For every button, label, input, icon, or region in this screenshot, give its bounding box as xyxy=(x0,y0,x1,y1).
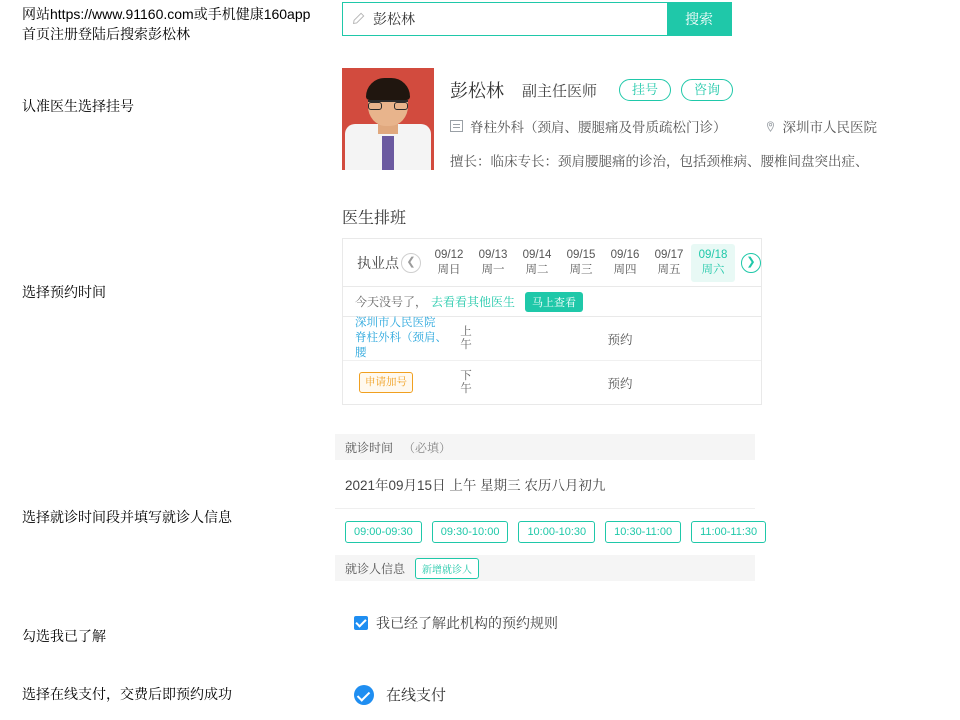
photo-glasses xyxy=(368,100,408,109)
annotation-step-1: 网站https://www.91160.com或手机健康160app首页注册登陆后搜索彭松林 xyxy=(22,6,311,42)
day-date: 09/12 xyxy=(434,248,464,261)
time-slot[interactable]: 11:00-11:30 xyxy=(691,521,766,543)
search-bar xyxy=(342,2,732,36)
annotation-column xyxy=(0,0,330,720)
day-weekday: 周五 xyxy=(657,263,681,276)
visit-date: 2021年09月15日 上午 星期三 农历八月初九 xyxy=(335,460,755,509)
practice-point-label: 执业点 xyxy=(357,254,399,271)
visit-time-bar xyxy=(335,434,755,460)
location-pin-icon xyxy=(765,121,776,132)
register-button[interactable]: 挂号 xyxy=(619,79,671,101)
day-weekday: 周三 xyxy=(569,263,593,276)
schedule-day-selected[interactable] xyxy=(691,244,735,282)
time-slot[interactable]: 09:00-09:30 xyxy=(345,521,422,543)
schedule-header xyxy=(342,238,762,286)
visit-time-label: 就诊时间 xyxy=(345,440,394,455)
table-row xyxy=(343,361,761,404)
pencil-icon xyxy=(351,12,365,26)
day-weekday: 周二 xyxy=(525,263,549,276)
period-cell: 下 午 xyxy=(460,369,472,395)
annotation-step-6: 选择在线支付，交费后即预约成功 xyxy=(22,686,232,702)
doctor-department: 脊柱外科（颈肩、腰腿痛及骨质疏松门诊） xyxy=(470,120,727,135)
search-button[interactable]: 搜索 xyxy=(667,3,731,35)
visit-section xyxy=(335,434,758,581)
annotation-step-3: 选择预约时间 xyxy=(22,284,106,300)
day-date: 09/18 xyxy=(698,248,728,261)
schedule-section xyxy=(342,205,762,405)
schedule-day[interactable] xyxy=(603,244,647,282)
notice-text: 今天没号了， xyxy=(355,295,428,309)
online-payment-label: 在线支付 xyxy=(386,687,447,704)
schedule-day[interactable] xyxy=(471,244,515,282)
schedule-day[interactable] xyxy=(647,244,691,282)
consult-button[interactable]: 咨询 xyxy=(681,79,733,101)
schedule-day[interactable] xyxy=(559,244,603,282)
clinic-department: 脊柱外科（颈肩、腰 xyxy=(355,332,447,359)
clinic-hospital: 深圳市人民医院 xyxy=(355,317,436,329)
schedule-days xyxy=(427,244,735,282)
doctor-card xyxy=(342,68,942,170)
schedule-day[interactable] xyxy=(515,244,559,282)
doctor-title: 副主任医师 xyxy=(522,82,598,100)
annotation-step-2: 认准医生选择挂号 xyxy=(22,98,134,114)
online-payment-radio[interactable] xyxy=(354,685,374,705)
payment-row[interactable] xyxy=(354,684,446,705)
doctor-photo xyxy=(342,68,434,170)
table-row xyxy=(343,317,761,361)
schedule-title: 医生排班 xyxy=(342,210,407,227)
day-date: 09/14 xyxy=(522,248,552,261)
day-weekday: 周日 xyxy=(437,263,461,276)
search-input[interactable] xyxy=(371,10,667,28)
doctor-info xyxy=(450,78,942,170)
doctor-name: 彭松林 xyxy=(450,81,504,101)
book-link-afternoon[interactable]: 预约 xyxy=(607,376,633,391)
agreement-label: 我已经了解此机构的预约规则 xyxy=(376,615,558,631)
day-date: 09/16 xyxy=(610,248,640,261)
clinic-cell[interactable] xyxy=(343,316,453,361)
doctor-specialty: 擅长：临床专长：颈肩腰腿痛的诊治，包括颈椎病、腰椎间盘突出症、 xyxy=(450,154,869,169)
app-panel xyxy=(330,0,960,720)
annotation-step-4: 选择就诊时间段并填写就诊人信息 xyxy=(22,509,232,525)
annotation-step-5: 勾选我已了解 xyxy=(22,628,106,644)
time-slot[interactable]: 09:30-10:00 xyxy=(432,521,509,543)
patient-info-label: 就诊人信息 xyxy=(345,561,406,576)
view-now-button[interactable]: 马上查看 xyxy=(525,292,583,312)
doctor-name-row xyxy=(450,78,942,102)
add-patient-button[interactable]: 新增就诊人 xyxy=(415,558,479,579)
day-weekday: 周一 xyxy=(481,263,505,276)
patient-info-bar xyxy=(335,555,755,581)
book-link-morning[interactable]: 预约 xyxy=(607,332,633,347)
visit-time-required: （必填） xyxy=(403,440,452,455)
agreement-checkbox[interactable] xyxy=(354,616,368,630)
time-slot[interactable]: 10:30-11:00 xyxy=(605,521,681,543)
day-date: 09/13 xyxy=(478,248,508,261)
photo-hair xyxy=(366,78,410,100)
photo-tie xyxy=(382,136,394,170)
notice-link[interactable]: 去看看其他医生 xyxy=(431,295,516,309)
period-cell: 上 午 xyxy=(460,325,472,351)
arrow-left-icon[interactable]: ❮ xyxy=(401,253,421,273)
doctor-hospital: 深圳市人民医院 xyxy=(782,120,877,135)
doctor-meta-row xyxy=(450,116,942,136)
day-weekday: 周四 xyxy=(613,263,637,276)
day-weekday: 周六 xyxy=(701,263,725,276)
arrow-right-icon[interactable]: ❯ xyxy=(741,253,761,273)
day-date: 09/17 xyxy=(654,248,684,261)
apply-extra-number-button[interactable]: 申请加号 xyxy=(359,372,413,393)
schedule-day[interactable] xyxy=(427,244,471,282)
time-slot-list xyxy=(335,509,758,555)
agreement-row[interactable] xyxy=(354,613,558,633)
time-slot[interactable]: 10:00-10:30 xyxy=(518,521,595,543)
schedule-rows xyxy=(342,316,762,405)
schedule-notice xyxy=(342,286,762,316)
department-icon xyxy=(450,120,463,132)
clinic-cell-addnumber xyxy=(343,372,453,393)
search-input-wrapper[interactable] xyxy=(343,3,667,35)
day-date: 09/15 xyxy=(566,248,596,261)
